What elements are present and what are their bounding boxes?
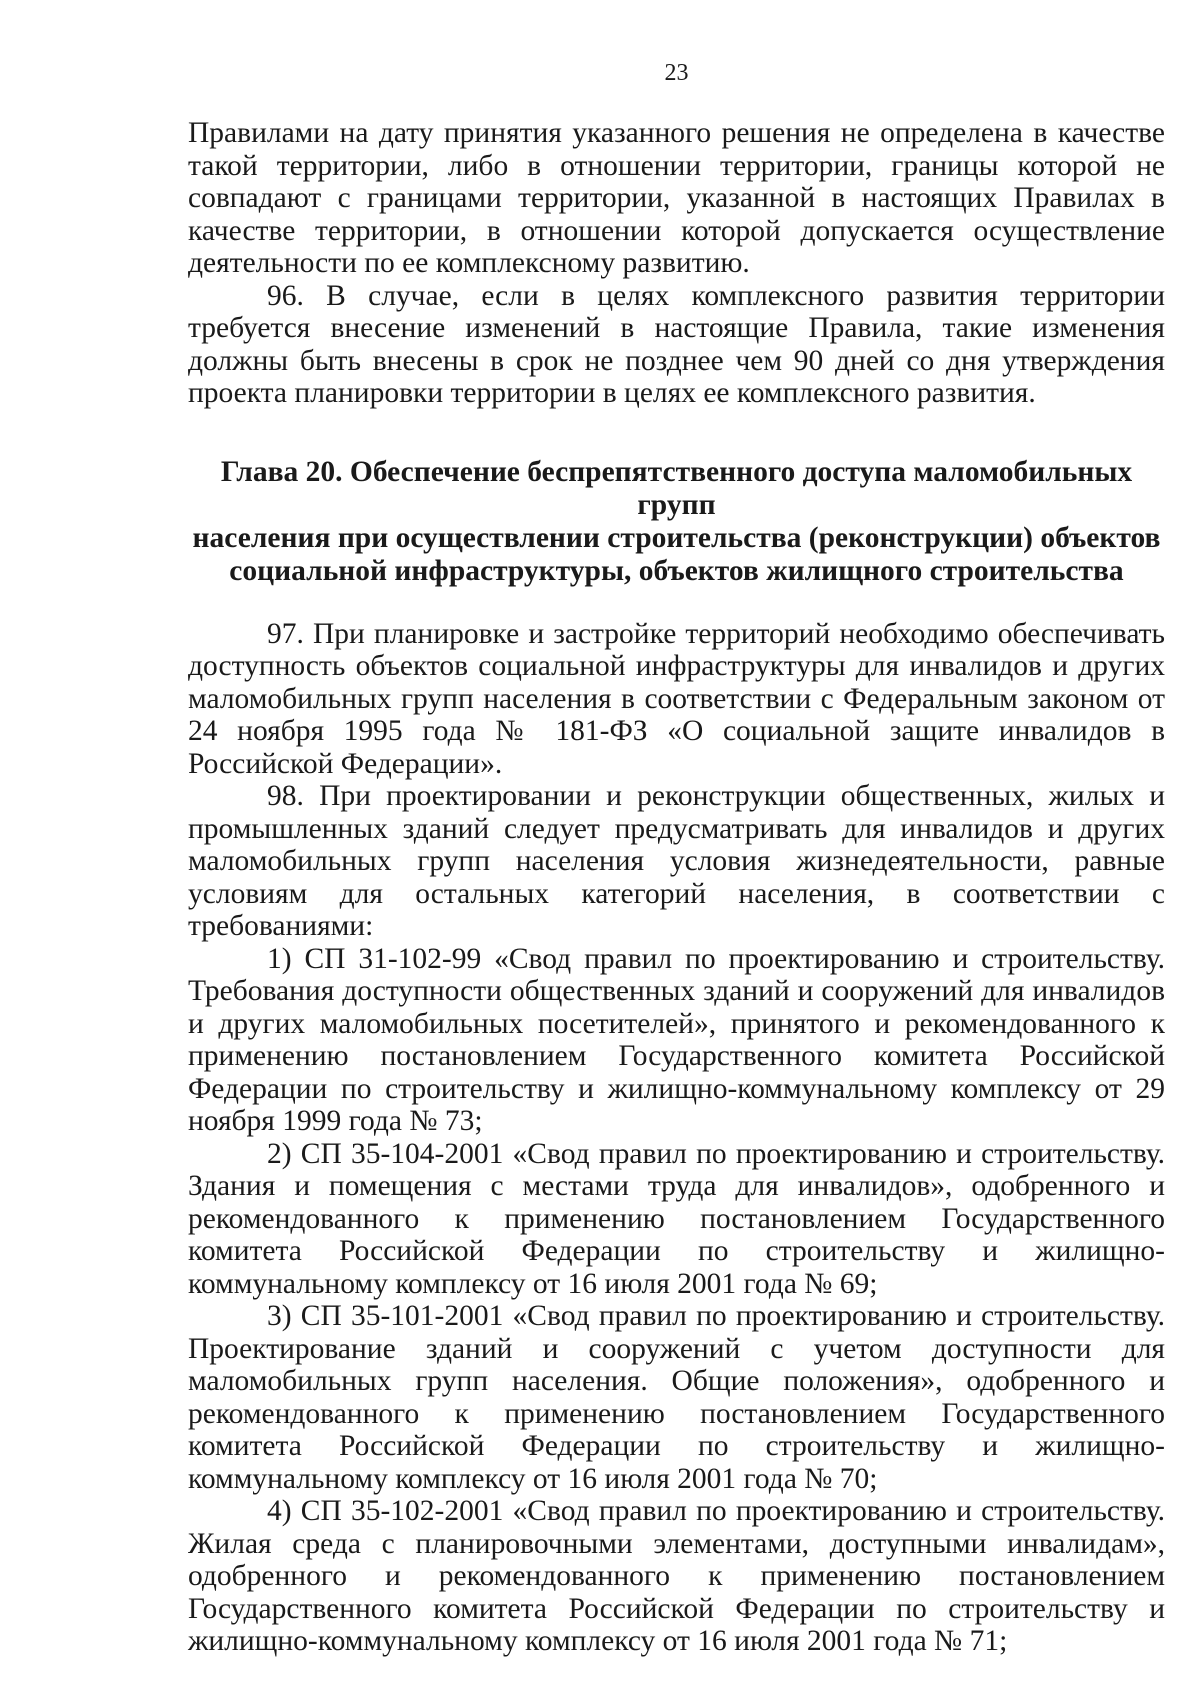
chapter-heading-line-1: Глава 20. Обеспечение беспрепятственного доступа маломобильных групп (220, 455, 1133, 521)
page-number: 23 (664, 60, 689, 86)
list-item-2: 2) СП 35-104-2001 «Свод правил по проектированию и строительству. Здания и помещения с местами труда для инвалидов», одобренного и рекомендованного к применению постановлением Государственного комитета Российской Федерации по строительству и жилищно-коммунальному комплексу от 16 июля 2001 года № 69; (188, 1137, 1165, 1300)
chapter-heading-line-2: населения при осуществлении строительства (реконструкции) объектов (192, 521, 1161, 554)
chapter-heading-line-3: социальной инфраструктуры, объектов жилищного строительства (229, 554, 1124, 587)
paragraph-98: 98. При проектировании и реконструкции общественных, жилых и промышленных зданий следует предусматривать для инвалидов и других маломобильных групп населения условия жизнедеятельности, равные условиям для остальных категорий населения, в соответствии с требованиями: (188, 780, 1165, 942)
paragraph-97: 97. При планировке и застройке территорий необходимо обеспечивать доступность объектов социальной инфраструктуры для инвалидов и других маломобильных групп населения в соответствии с Федеральным законом от 24 ноября 1995 года № 181-ФЗ «О социальной защите инвалидов в Российской Федерации». (188, 617, 1165, 780)
chapter-heading (188, 456, 1165, 588)
paragraph-96: 96. В случае, если в целях комплексного развития территории требуется внесение изменений в настоящие Правила, такие изменения должны быть внесены в срок не позднее чем 90 дней со дня утверждения проекта планировки территории в целях ее комплексного развития. (188, 279, 1165, 409)
paragraph-continuation: Правилами на дату принятия указанного решения не определена в качестве такой территории, либо в отношении территории, границы которой не совпадают с границами территории, указанной в настоящих Правилах в качестве территории, в отношении которой допускается осуществление деятельности по ее комплексному развитию. (188, 117, 1165, 279)
list-item-1: 1) СП 31-102-99 «Свод правил по проектированию и строительству. Требования доступности общественных зданий и сооружений для инвалидов и других маломобильных посетителей», принятого и рекомендованного к применению постановлением Государственного комитета Российской Федерации по строительству и жилищно-коммунальному комплексу от 29 ноября 1999 года № 73; (188, 942, 1165, 1137)
list-item-3: 3) СП 35-101-2001 «Свод правил по проектированию и строительству. Проектирование зданий и сооружений с учетом доступности для маломобильных групп населения. Общие положения», одобренного и рекомендованного к применению постановлением Государственного комитета Российской Федерации по строительству и жилищно-коммунальному комплексу от 16 июля 2001 года № 70; (188, 1300, 1165, 1495)
document-body (188, 117, 1165, 1658)
list-item-4: 4) СП 35-102-2001 «Свод правил по проектированию и строительству. Жилая среда с планировочными элементами, доступными инвалидам», одобренного и рекомендованного к применению постановлением Государственного комитета Российской Федерации по строительству и жилищно-коммунальному комплексу от 16 июля 2001 года № 71; (188, 1495, 1165, 1657)
